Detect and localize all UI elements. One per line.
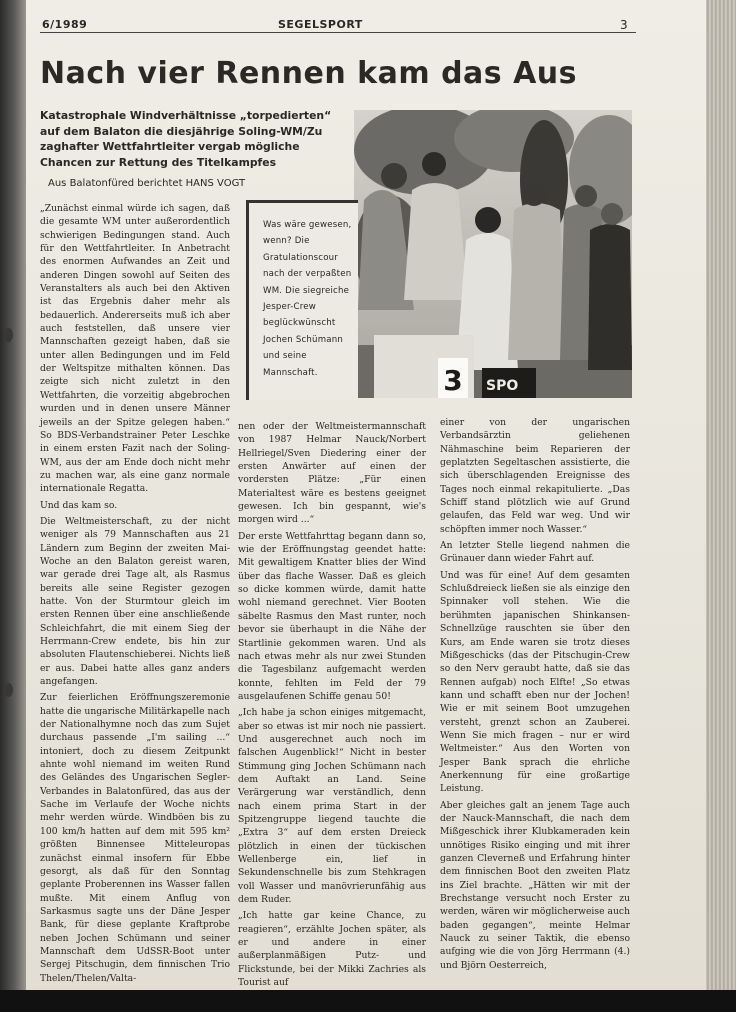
punch-hole <box>4 328 13 342</box>
photo-caption: Was wäre gewesen, wenn? Die Gratulationscour nach der verpaßten WM. Die siegreiche Jesper-Crew beglückwünscht Jochen Schümann und seine Mannschaft. <box>263 220 352 378</box>
page-number: 3 <box>620 18 629 32</box>
article-paragraph: „Zunächst einmal würde ich sagen, daß die gesamte WM unter außerordentlich schwierigen Bedingungen stand. Auch für den Wettfahrtleiter. In Anbetracht des enormen Aufwandes an Zeit und anderen Dingen sowohl auf Seiten des Veranstalters als auch bei den Aktiven ist das Ergebnis daher mehr als bedauerlich. Andererseits muß ich aber auch feststellen, daß unsere vier Mannschaften gezeigt haben, daß sie unter allen Bedingungen und im Feld der Weltspitze mithalten können. Das zeigte sich nicht zuletzt in den Wettfahrten, die vorzeitig abgebrochen wurden und in denen unsere Männer jeweils an der Spitze gelegen haben.“ So BDS-Verbandstrainer Peter Leschke in einem ersten Fazit nach der Soling-WM, aus der am Ende doch nicht mehr zu machen war, als eine ganz normale internationale Regatta. <box>40 203 230 495</box>
article-paragraph: Aber gleiches galt an jenem Tage auch der Nauck-Mannschaft, die nach dem Mißgeschick ihrer Klubkameraden kein unnötiges Risiko einging und mit ihrer ganzen Cleverneß und Erfahrung hinter dem finnischen Boot den zweiten Platz ins Ziel brachte. „Hätten wir mit der Brechstange versucht noch Erster zu werden, wären wir möglicherweise auch baden gegangen“, meinte Helmar Nauck zu seiner Taktik, die ebenso aufging wie die von Jörg Herrmann (4.) und Björn Oesterreich, <box>440 799 630 971</box>
header-rule <box>40 32 636 33</box>
podium-photo <box>354 110 632 398</box>
article-headline: Nach vier Rennen kam das Aus <box>40 56 578 91</box>
issue-number: 6/1989 <box>42 18 88 31</box>
article-column-2 <box>238 420 426 992</box>
magazine-name: SEGELSPORT <box>278 18 363 31</box>
article-byline: Aus Balatonfüred berichtet HANS VOGT <box>48 178 246 189</box>
article-paragraph: „Ich hatte gar keine Chance, zu reagieren“, erzählte Jochen später, als er und andere in einer außerplanmäßigen Putz- und Flickstunde, bei der Mikki Zachries als Tourist auf <box>238 910 426 989</box>
article-paragraph: Der erste Wettfahrttag begann dann so, wie der Eröffnungstag geendet hatte: Mit gewaltigem Knatter blies der Wind über das flache Wasser. Daß es gleich so dicke kommen würde, damit hatte wohl niemand gerechnet. Vier Booten säbelte Rasmus den Mast runter, noch bevor sie überhaupt in die Nähe der Startlinie gekommen waren. Und als nach etwas mehr als nur zwei Stunden die Tagesbilanz aufgemacht werden konnte, fehlten im Feld der 79 ausgelaufenen Schiffe genau 50! <box>238 530 426 702</box>
podium-sign-text: SPO <box>486 378 519 394</box>
photo-image <box>354 110 632 398</box>
article-paragraph: „Ich habe ja schon einiges mitgemacht, aber so etwas ist mir noch nie passiert. Und ausgerechnet auch noch im falschen Augenblick!“ Nicht in bester Stimmung ging Jochen Schümann nach dem Auftakt an Land. Seine Verärgerung war verständlich, denn nach einem prima Start in der Spitzengruppe liegend tauchte die „Extra 3“ auf dem ersten Dreieck plötzlich in einen der tückischen Wellenberge ein, lief in Sekundenschnelle bis zum Stehkragen voll Wasser und manövrierunfähig aus dem Ruder. <box>238 707 426 906</box>
scanner-shadow <box>0 990 736 1012</box>
article-paragraph: Zur feierlichen Eröffnungszeremonie hatte die ungarische Militärkapelle nach der Nationalhymne noch das zum Sujet durchaus passende „I'm sailing ...“ intoniert, doch zu diesem Zeitpunkt ahnte wohl niemand im weiten Rund des Geländes des Ungarischen Segler-Verbandes in Balatonfüred, das aus der Sache im Verlaufe der Woche nichts mehr werden würde. Windböen bis zu 100 km/h hatten auf dem mit 595 km² größten Binnensee Mitteleuropas zunächst einmal insofern für Ebbe gesorgt, als daß für den Sonntag geplante Proberennen ins Wasser fallen mußte. Mit einem Anflug von Sarkasmus sagte uns der Däne Jesper Bank, für diese geplante Kraftprobe neben Jochen Schümann und seiner Mannschaft dem UdSSR-Boot unter Sergej Pitschugin, dem finnischen Trio Thelen/Thelen/Valta- <box>40 692 230 984</box>
article-column-1 <box>40 202 230 988</box>
photo-caption-box <box>246 200 358 400</box>
book-binding <box>0 0 26 990</box>
punch-hole <box>4 683 13 697</box>
article-paragraph: einer von der ungarischen Verbandsärztin geliehenen Nähmaschine beim Reparieren der geplatzten Segeltaschen assistierte, die sich überschlagenden Ereignisse des Tages noch einmal rekapitulierte. „Das Schiff stand plötzlich wie auf Grund gelaufen, das Feld war weg. Und wir schöpften immer noch Wasser.“ <box>440 417 630 535</box>
page-stack-edge <box>706 0 736 990</box>
article-paragraph: Und das kam so. <box>40 499 118 511</box>
article-paragraph: nen oder der Weltmeistermannschaft von 1987 Helmar Nauck/Norbert Hellriegel/Sven Diedering einer der ersten Anwärter auf einen der vordersten Plätze: „Für einen Materialtest wäre es bestens geeignet gewesen. Ich bin gespannt, wie's morgen wird ...“ <box>238 421 426 526</box>
article-deck: Katastrophale Windverhältnisse „torpedierten“ auf dem Balaton die diesjährige Soling-WM/Zu zaghafter Wettfahrtleiter vergab mögliche Chancen zur Rettung des Titelkampfes <box>40 109 332 169</box>
article-column-3 <box>440 416 630 975</box>
podium-number: 3 <box>443 364 463 397</box>
article-paragraph: An letzter Stelle liegend nahmen die Grünauer dann wieder Fahrt auf. <box>440 540 630 565</box>
article-paragraph: Die Weltmeisterschaft, zu der nicht weniger als 79 Mannschaften aus 21 Ländern zum Beginn der zweiten Mai-Woche an den Balaton gereist waren, war gerade drei Tage alt, als Rasmus bereits alle seine Register gezogen hatte. Von der Sturmtour gleich im ersten Rennen über eine anschließende Schleichfahrt, die mit einem Sieg der Herrmann-Crew endete, bis hin zur absoluten Flautenschieberei. Nichts ließ er aus. Dabei hatte alles ganz anders angefangen. <box>40 515 230 688</box>
article-paragraph: Und was für eine! Auf dem gesamten Schlußdreieck ließen sie als einzige den Spinnaker voll stehen. Wie die berühmten japanischen Shinkansen-Schnellzüge rauschten sie über den Kurs, am Ende waren sie trotz dieses Mißgeschicks (das der Pitschugin-Crew so den Nerv geraubt hatte, daß sie das Rennen aufgab) noch Elfte! „So etwas kann und schafft eben nur der Jochen! Wie er mit seinem Boot umzugehen versteht, grenzt schon an Zauberei. Wenn Sie mich fragen – nur er wird Weltmeister.“ Aus den Worten von Jesper Bank sprach die ehrliche Anerkennung für eine großartige Leistung. <box>440 569 630 795</box>
